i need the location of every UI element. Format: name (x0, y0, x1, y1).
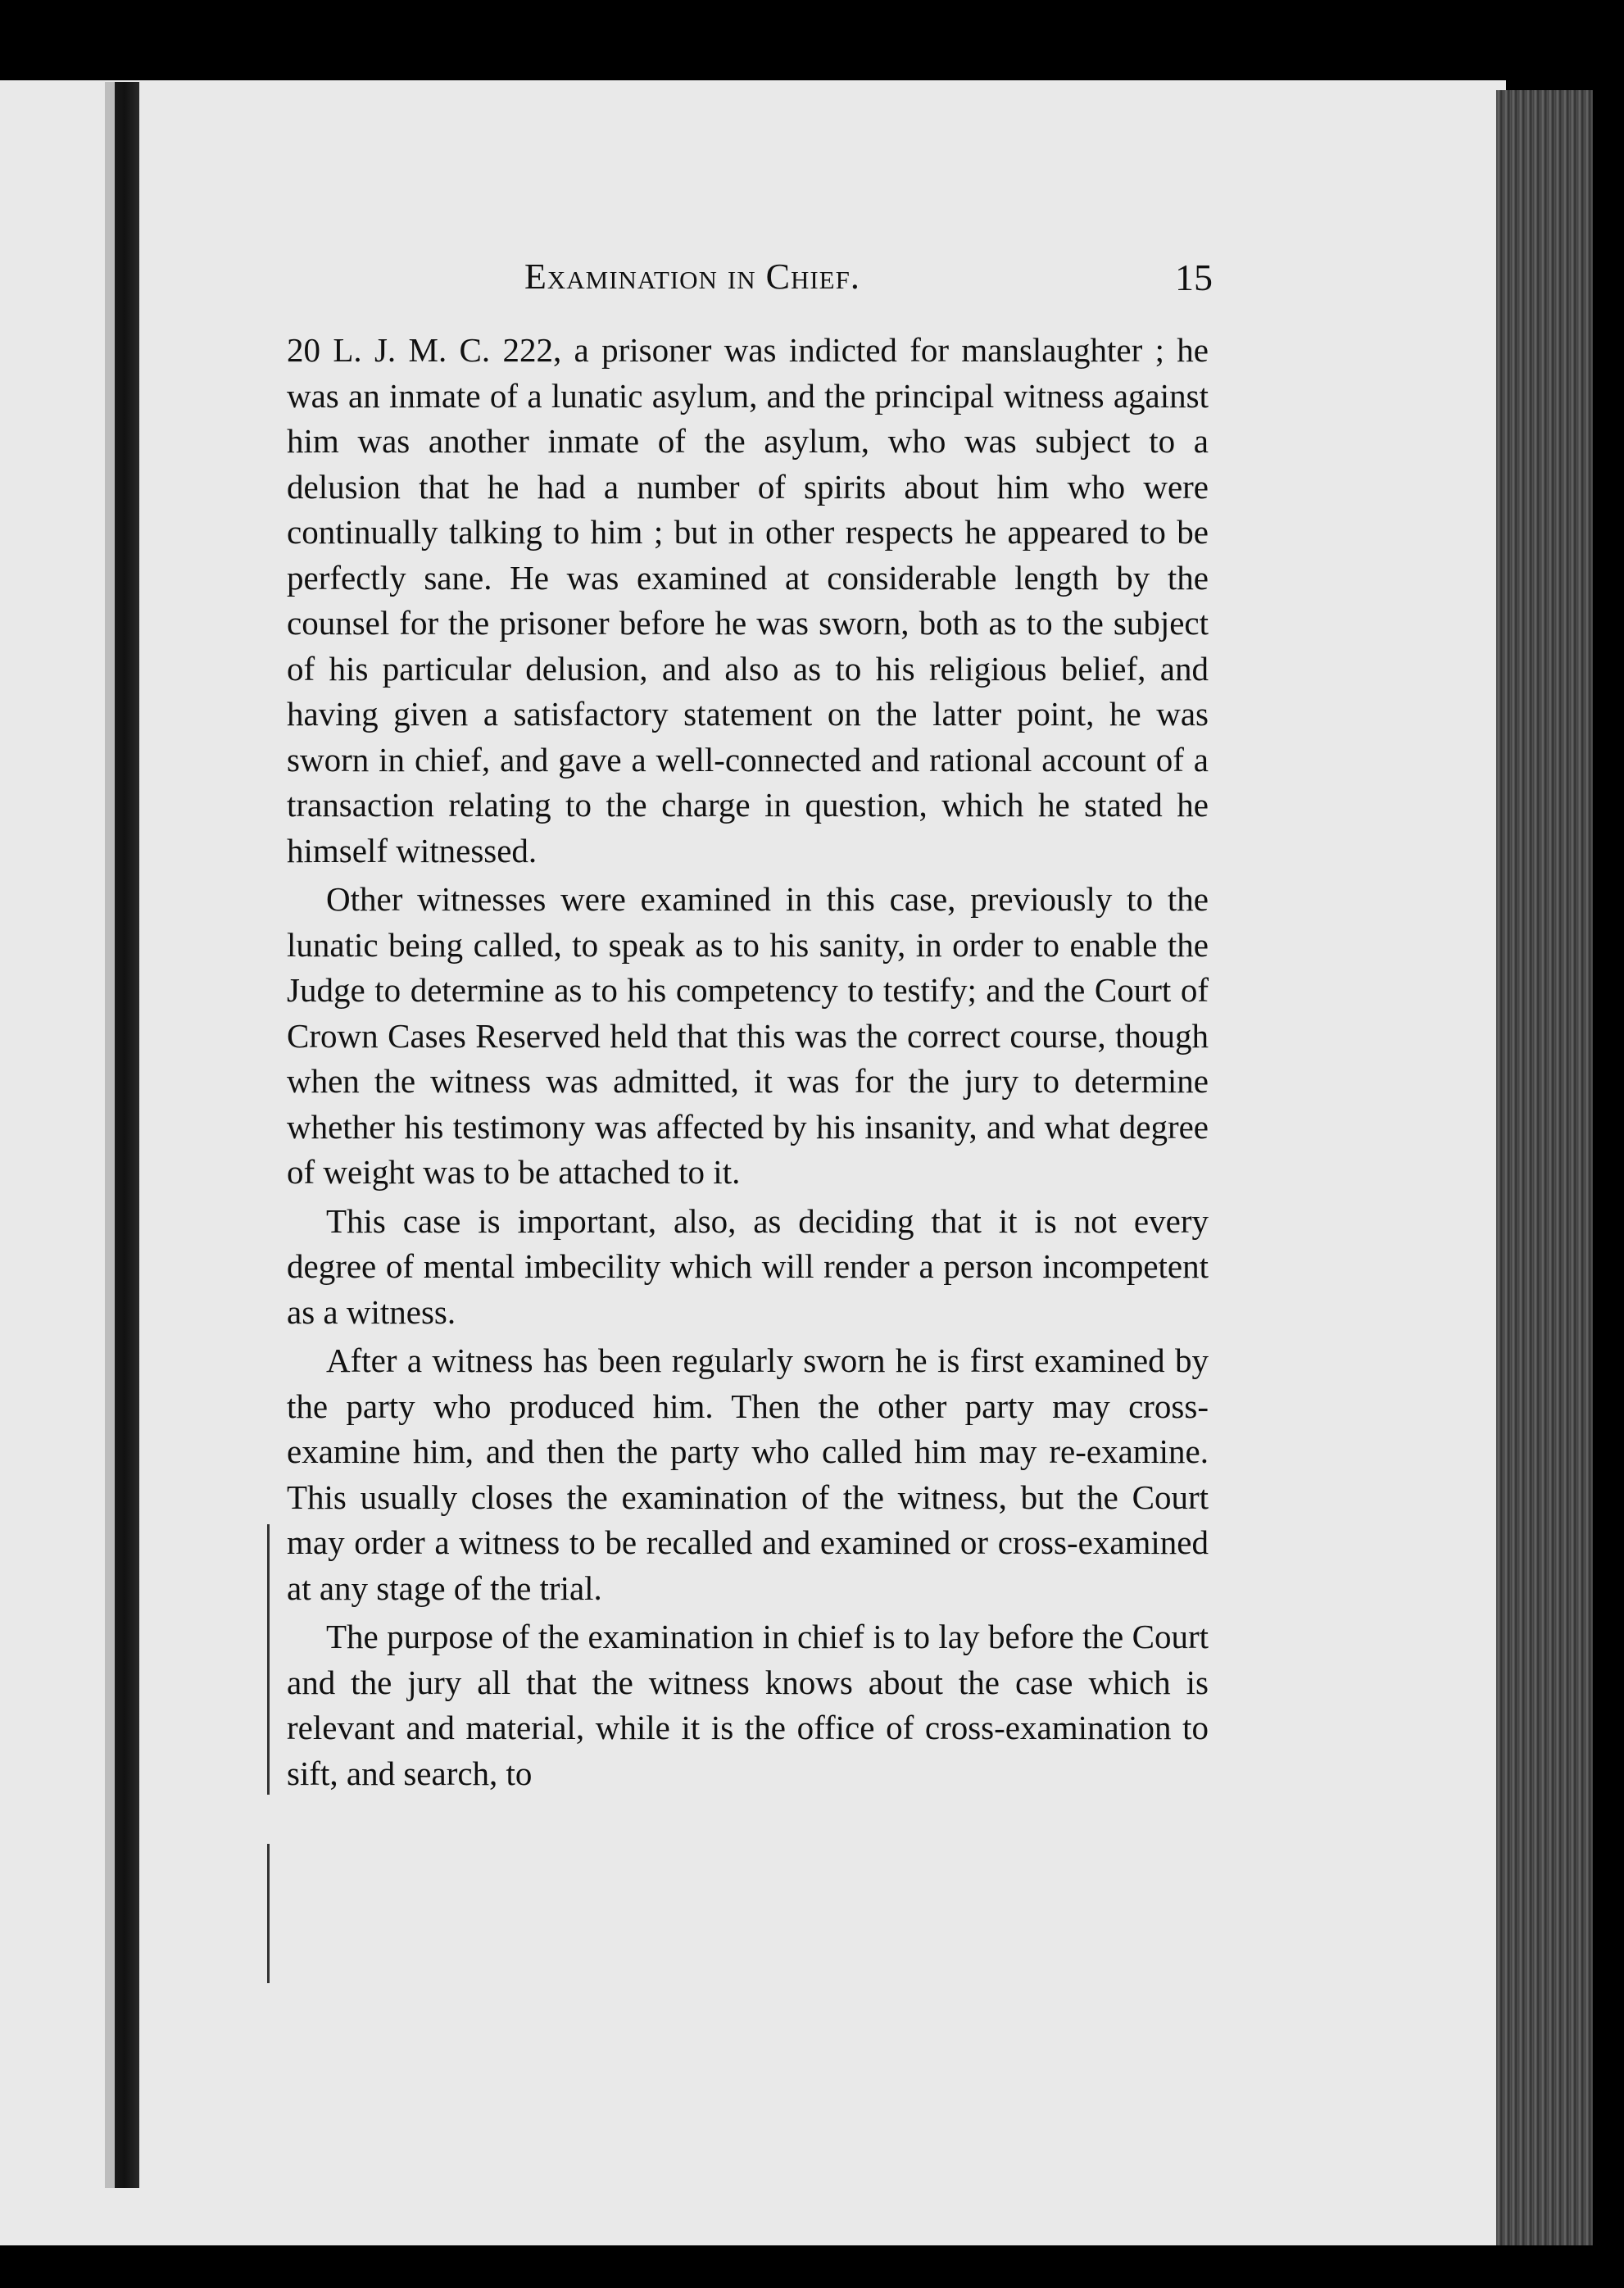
margin-mark (267, 1844, 270, 1983)
bottom-shadow (0, 2245, 1624, 2288)
page-number: 15 (1175, 256, 1213, 298)
margin-mark (267, 1524, 270, 1795)
left-binding-edge (115, 82, 139, 2188)
running-title: Examination in Chief. (524, 256, 860, 297)
paragraph: Other witnesses were examined in this case, previously to the lunatic being called, to speak as to his sanity, in order to enable the Judge to determine as to his competency to testify; and the Court of Crown Cases Reserved held that this was the correct course, though when the witness was admitted, it was for the jury to determine whether his testimony was affected by his insanity, and what degree of weight was to be attached to it. (287, 880, 1209, 1191)
paragraph: After a witness has been regularly sworn he is first examined by the party who produced him. Then the other party may cross-examine him, and then the party who called him may re-examine. This usually closes the examination of the witness, but the Court may order a witness to be recalled and examined or cross-examined at any stage of the trial. (287, 1341, 1209, 1607)
running-head (287, 246, 1213, 311)
right-page-stack-edge (1496, 90, 1593, 2286)
body-text (287, 328, 1209, 1796)
paragraph: The purpose of the examination in chief is to lay before the Court and the jury all that the witness knows about the case which is relevant and material, while it is the office of cross-examination to sift, and search, to (287, 1618, 1209, 1792)
paragraph: 20 L. J. M. C. 222, a prisoner was indicted for manslaughter ; he was an inmate of a lunatic asylum, and the principal witness against him was another inmate of the asylum, who was subject to a delusion that he had a number of spirits about him who were continually talking to him ; but in other respects he appeared to be perfectly sane. He was examined at considerable length by the counsel for the prisoner before he was sworn, both as to the subject of his particular delusion, and also as to his religious belief, and having given a satisfactory statement on the latter point, he was sworn in chief, and gave a well-connected and rational account of a transaction relating to the charge in question, which he stated he himself witnessed. (287, 331, 1209, 869)
paragraph: This case is important, also, as deciding that it is not every degree of mental imbecility which will render a person incompetent as a witness. (287, 1201, 1209, 1331)
